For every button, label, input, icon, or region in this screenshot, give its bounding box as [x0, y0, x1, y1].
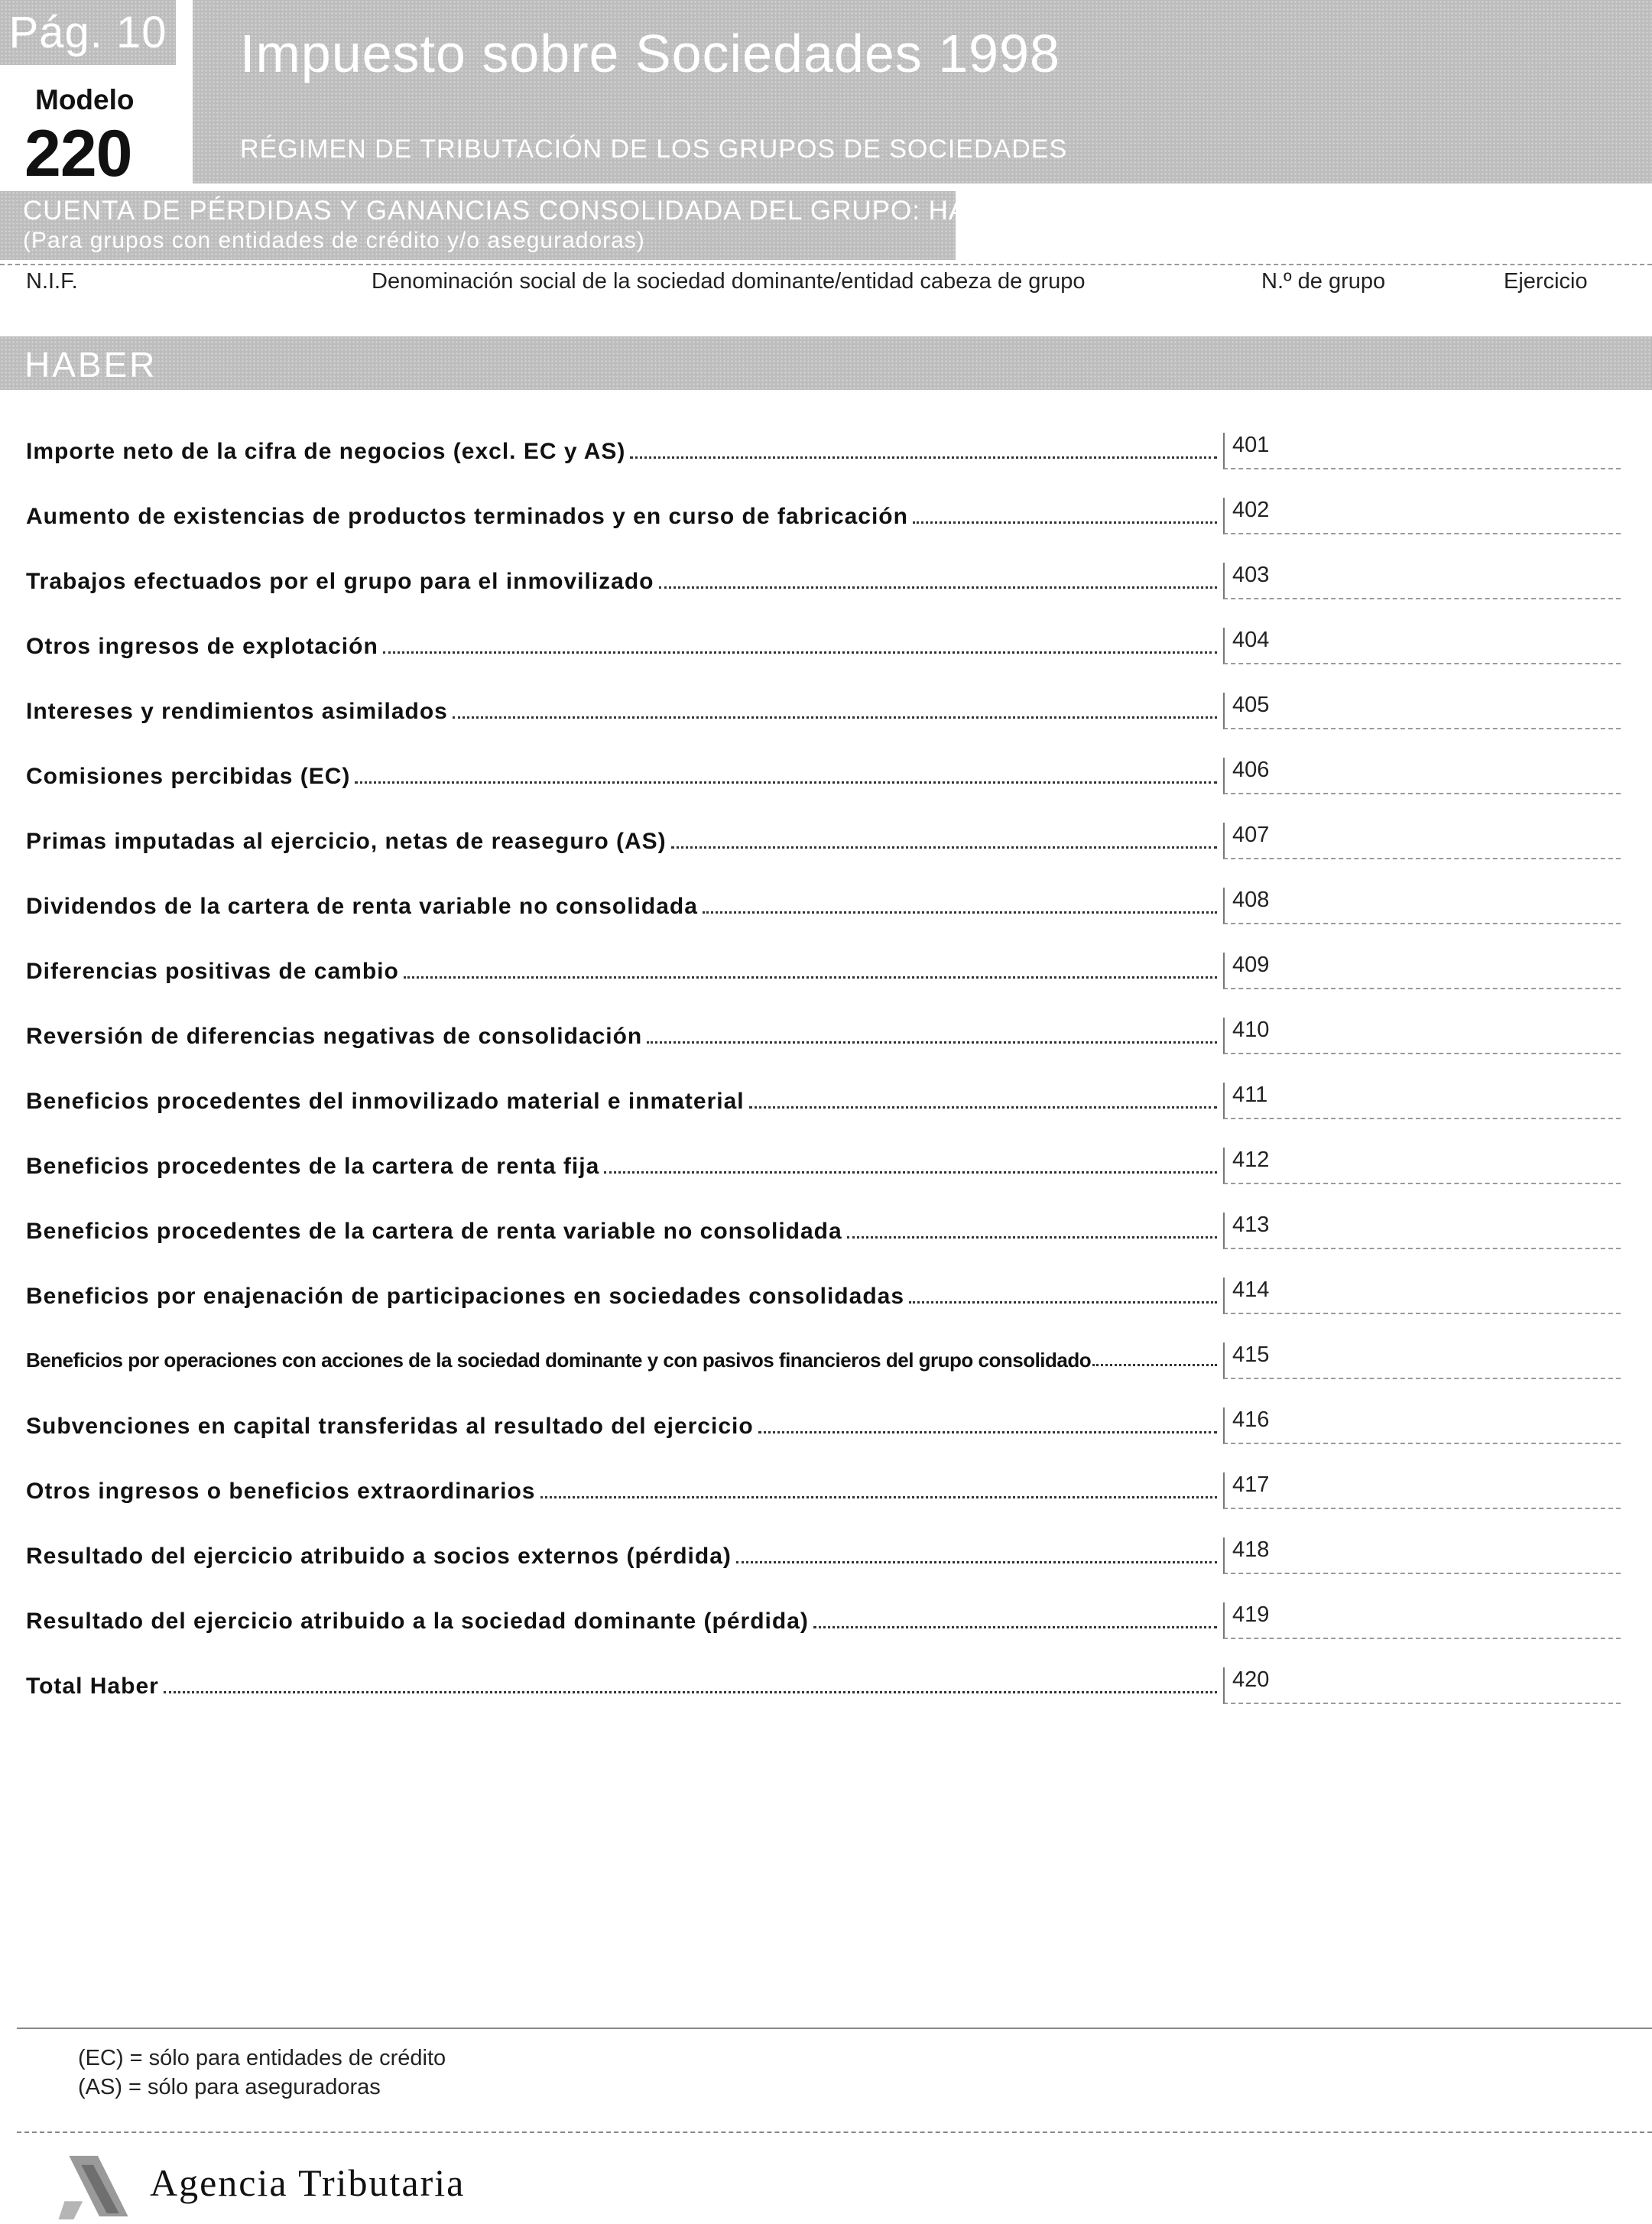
nif-label: N.I.F.: [26, 269, 78, 294]
amount-field-412[interactable]: [1223, 1148, 1621, 1184]
amount-field-414[interactable]: [1223, 1278, 1621, 1314]
table-row: [0, 693, 1652, 739]
field-code: 402: [1232, 498, 1270, 522]
amount-field-417[interactable]: [1223, 1472, 1621, 1509]
row-label: Subvenciones en capital transferidas al resultado del ejercicio: [26, 1414, 754, 1439]
denominacion-label: Denominación social de la sociedad dominante/entidad cabeza de grupo: [372, 269, 1086, 294]
row-label: Comisiones percibidas (EC): [26, 764, 351, 789]
amount-field-406[interactable]: [1223, 758, 1621, 794]
table-row: [0, 498, 1652, 544]
footer-divider: [17, 2131, 1652, 2133]
form-subtitle: RÉGIMEN DE TRIBUTACIÓN DE LOS GRUPOS DE SOCIEDADES: [240, 135, 1068, 164]
field-code: 419: [1232, 1602, 1270, 1627]
table-row: [0, 1472, 1652, 1518]
table-row: [0, 1083, 1652, 1128]
table-row: [0, 1343, 1652, 1388]
agencia-tributaria-logo-icon: [58, 2148, 135, 2224]
table-row: [0, 563, 1652, 609]
field-code: 403: [1232, 563, 1270, 587]
field-code: 411: [1232, 1083, 1268, 1107]
table-row: [0, 823, 1652, 868]
form-title: Impuesto sobre Sociedades 1998: [240, 24, 1060, 83]
page-number-tab: [0, 0, 176, 65]
field-code: 405: [1232, 693, 1270, 717]
field-code: 407: [1232, 823, 1270, 847]
field-code: 406: [1232, 758, 1270, 782]
page-number-label: Pág. 10: [8, 8, 167, 57]
modelo-number: 220: [24, 117, 132, 190]
amount-field-404[interactable]: [1223, 628, 1621, 664]
row-label: Intereses y rendimientos asimilados: [26, 699, 448, 724]
divider: [0, 264, 1652, 265]
table-row: [0, 758, 1652, 804]
amount-field-403[interactable]: [1223, 563, 1621, 599]
row-label: Beneficios procedentes del inmovilizado material e inmaterial: [26, 1089, 745, 1114]
haber-banner: [0, 336, 1652, 390]
footer-divider: [17, 2028, 1652, 2029]
row-label: Dividendos de la cartera de renta variable no consolidada: [26, 894, 698, 919]
row-label: Beneficios procedentes de la cartera de renta fija: [26, 1154, 600, 1179]
table-row: [0, 1148, 1652, 1193]
row-label: Beneficios por operaciones con acciones de la sociedad dominante y con pasivos financieros del grupo consolidado: [26, 1349, 1092, 1372]
amount-field-405[interactable]: [1223, 693, 1621, 729]
footnote-ec: (EC) = sólo para entidades de crédito: [78, 2046, 446, 2070]
table-row: [0, 1213, 1652, 1258]
amount-field-413[interactable]: [1223, 1213, 1621, 1249]
amount-field-408[interactable]: [1223, 888, 1621, 924]
table-row: [0, 1018, 1652, 1063]
row-label: Primas imputadas al ejercicio, netas de reaseguro (AS): [26, 829, 667, 854]
row-label: Importe neto de la cifra de negocios (excl. EC y AS): [26, 439, 626, 464]
section-banner: [0, 191, 1025, 260]
amount-field-407[interactable]: [1223, 823, 1621, 859]
header-banner: [193, 0, 1652, 183]
amount-field-419[interactable]: [1223, 1602, 1621, 1639]
amount-field-420[interactable]: [1223, 1667, 1621, 1704]
amount-field-401[interactable]: [1223, 433, 1621, 469]
table-row: [0, 1278, 1652, 1323]
field-code: 420: [1232, 1667, 1270, 1692]
row-label: Otros ingresos de explotación: [26, 634, 378, 659]
table-row: [0, 1537, 1652, 1583]
field-code: 415: [1232, 1343, 1270, 1367]
row-label: Total Haber: [26, 1674, 159, 1699]
row-label: Beneficios por enajenación de participaciones en sociedades consolidadas: [26, 1284, 905, 1309]
field-code: 414: [1232, 1278, 1270, 1302]
table-row: [0, 433, 1652, 479]
section-title: CUENTA DE PÉRDIDAS Y GANANCIAS CONSOLIDADA DEL GRUPO: HABER: [23, 196, 1025, 226]
amount-field-410[interactable]: [1223, 1018, 1621, 1054]
ejercicio-label: Ejercicio: [1504, 269, 1588, 294]
row-label: Diferencias positivas de cambio: [26, 959, 399, 984]
grupo-label: N.º de grupo: [1261, 269, 1386, 294]
row-label: Resultado del ejercicio atribuido a la sociedad dominante (pérdida): [26, 1609, 809, 1634]
field-code: 412: [1232, 1148, 1270, 1172]
amount-field-402[interactable]: [1223, 498, 1621, 534]
table-row: [0, 1667, 1652, 1713]
haber-title: HABER: [24, 345, 157, 385]
section-subtitle: (Para grupos con entidades de crédito y/o aseguradoras): [23, 228, 645, 253]
amount-field-418[interactable]: [1223, 1537, 1621, 1574]
field-code: 408: [1232, 888, 1270, 912]
amount-field-411[interactable]: [1223, 1083, 1621, 1119]
amount-field-416[interactable]: [1223, 1407, 1621, 1444]
amount-field-409[interactable]: [1223, 953, 1621, 989]
agency-name: Agencia Tributaria: [150, 2161, 466, 2204]
row-label: Resultado del ejercicio atribuido a socios externos (pérdida): [26, 1544, 732, 1569]
field-code: 401: [1232, 433, 1270, 457]
footnote-as: (AS) = sólo para aseguradoras: [78, 2075, 381, 2099]
field-code: 404: [1232, 628, 1270, 652]
table-row: [0, 1407, 1652, 1453]
row-label: Aumento de existencias de productos terminados y en curso de fabricación: [26, 504, 908, 529]
table-row: [0, 888, 1652, 933]
row-label: Beneficios procedentes de la cartera de renta variable no consolidada: [26, 1219, 842, 1244]
modelo-label: Modelo: [35, 84, 135, 115]
field-code: 417: [1232, 1472, 1270, 1497]
field-code: 418: [1232, 1537, 1270, 1562]
row-label: Otros ingresos o beneficios extraordinarios: [26, 1479, 536, 1504]
field-code: 413: [1232, 1213, 1270, 1237]
field-code: 410: [1232, 1018, 1270, 1042]
table-row: [0, 628, 1652, 674]
field-code: 416: [1232, 1407, 1270, 1432]
table-row: [0, 953, 1652, 998]
row-label: Reversión de diferencias negativas de consolidación: [26, 1024, 643, 1049]
table-row: [0, 1602, 1652, 1648]
amount-field-415[interactable]: [1223, 1343, 1621, 1379]
field-code: 409: [1232, 953, 1270, 977]
row-label: Trabajos efectuados por el grupo para el inmovilizado: [26, 569, 654, 594]
